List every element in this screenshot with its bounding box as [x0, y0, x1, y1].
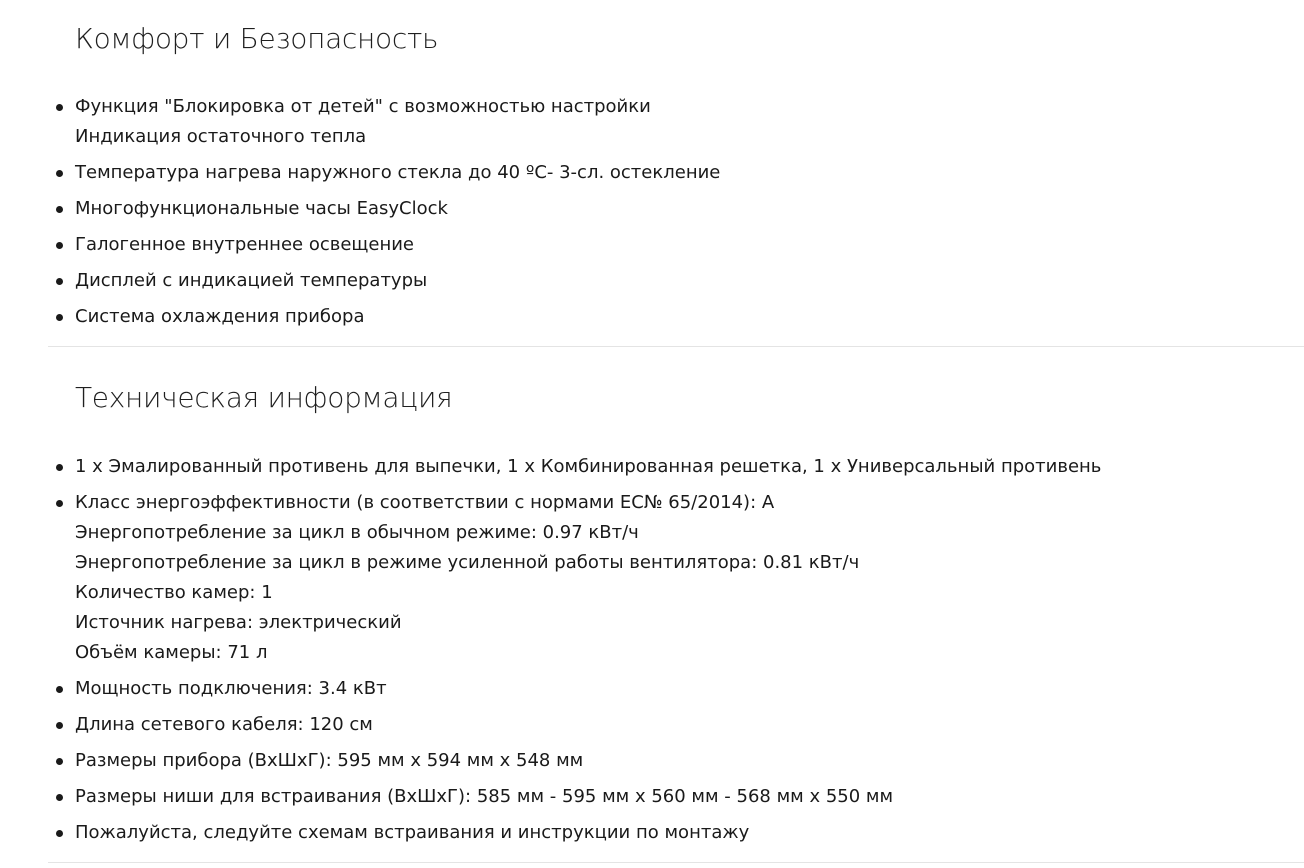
list-item	[75, 158, 720, 188]
list-item-text: Размеры ниши для встраивания (ВxШxГ): 585 мм - 595 мм x 560 мм - 568 мм x 550 мм	[75, 786, 894, 807]
comfort-feature-list	[75, 92, 720, 338]
list-item	[75, 194, 720, 224]
bullet-icon	[56, 686, 63, 693]
section-divider-bottom	[48, 862, 1304, 863]
list-item	[75, 452, 1101, 482]
list-item	[75, 302, 720, 332]
list-item-text: Размеры прибора (ВxШxГ): 595 мм x 594 мм x 548 мм	[75, 750, 584, 771]
list-item	[75, 266, 720, 296]
bullet-icon	[56, 314, 63, 321]
list-item-text: Система охлаждения прибора	[75, 306, 365, 327]
list-item-text: Пожалуйста, следуйте схемам встраивания и инструкции по монтажу	[75, 822, 750, 843]
bullet-icon	[56, 104, 63, 111]
list-item-text: Функция "Блокировка от детей" с возможностью настройки	[75, 96, 651, 117]
list-item-text: Дисплей с индикацией температуры	[75, 270, 428, 291]
bullet-icon	[56, 464, 63, 471]
list-item	[75, 710, 1101, 740]
list-item-text: Объём камеры: 71 л	[75, 642, 268, 663]
technical-section-title: Техническая информация	[75, 381, 453, 414]
bullet-icon	[56, 242, 63, 249]
bullet-icon	[56, 830, 63, 837]
comfort-section-title: Комфорт и Безопасность	[75, 22, 439, 55]
technical-feature-list	[75, 452, 1101, 854]
bullet-icon	[56, 758, 63, 765]
list-item	[75, 92, 720, 152]
bullet-icon	[56, 722, 63, 729]
list-item-text: Мощность подключения: 3.4 кВт	[75, 678, 387, 699]
list-item	[75, 818, 1101, 848]
list-item-text: Энергопотребление за цикл в режиме усиленной работы вентилятора: 0.81 кВт/ч	[75, 552, 860, 573]
bullet-icon	[56, 794, 63, 801]
list-item	[75, 488, 1101, 668]
bullet-icon	[56, 500, 63, 507]
list-item	[75, 782, 1101, 812]
bullet-icon	[56, 206, 63, 213]
list-item-text: Источник нагрева: электрический	[75, 612, 402, 633]
list-item-text: Многофункциональные часы EasyClock	[75, 198, 448, 219]
list-item-text: Количество камер: 1	[75, 582, 273, 603]
list-item-text: Галогенное внутреннее освещение	[75, 234, 414, 255]
list-item-text: Энергопотребление за цикл в обычном режиме: 0.97 кВт/ч	[75, 522, 639, 543]
list-item	[75, 230, 720, 260]
list-item-text: Длина сетевого кабеля: 120 см	[75, 714, 373, 735]
bullet-icon	[56, 170, 63, 177]
list-item-text: Температура нагрева наружного стекла до 40 ºC- 3-сл. остекление	[75, 162, 721, 183]
section-divider	[48, 346, 1304, 347]
list-item-text: Класс энергоэффективности (в соответствии с нормами EC№ 65/2014): A	[75, 492, 775, 513]
list-item	[75, 746, 1101, 776]
list-item-text: Индикация остаточного тепла	[75, 126, 367, 147]
bullet-icon	[56, 278, 63, 285]
list-item	[75, 674, 1101, 704]
list-item-text: 1 x Эмалированный противень для выпечки, 1 x Комбинированная решетка, 1 x Универсальный противень	[75, 456, 1102, 477]
